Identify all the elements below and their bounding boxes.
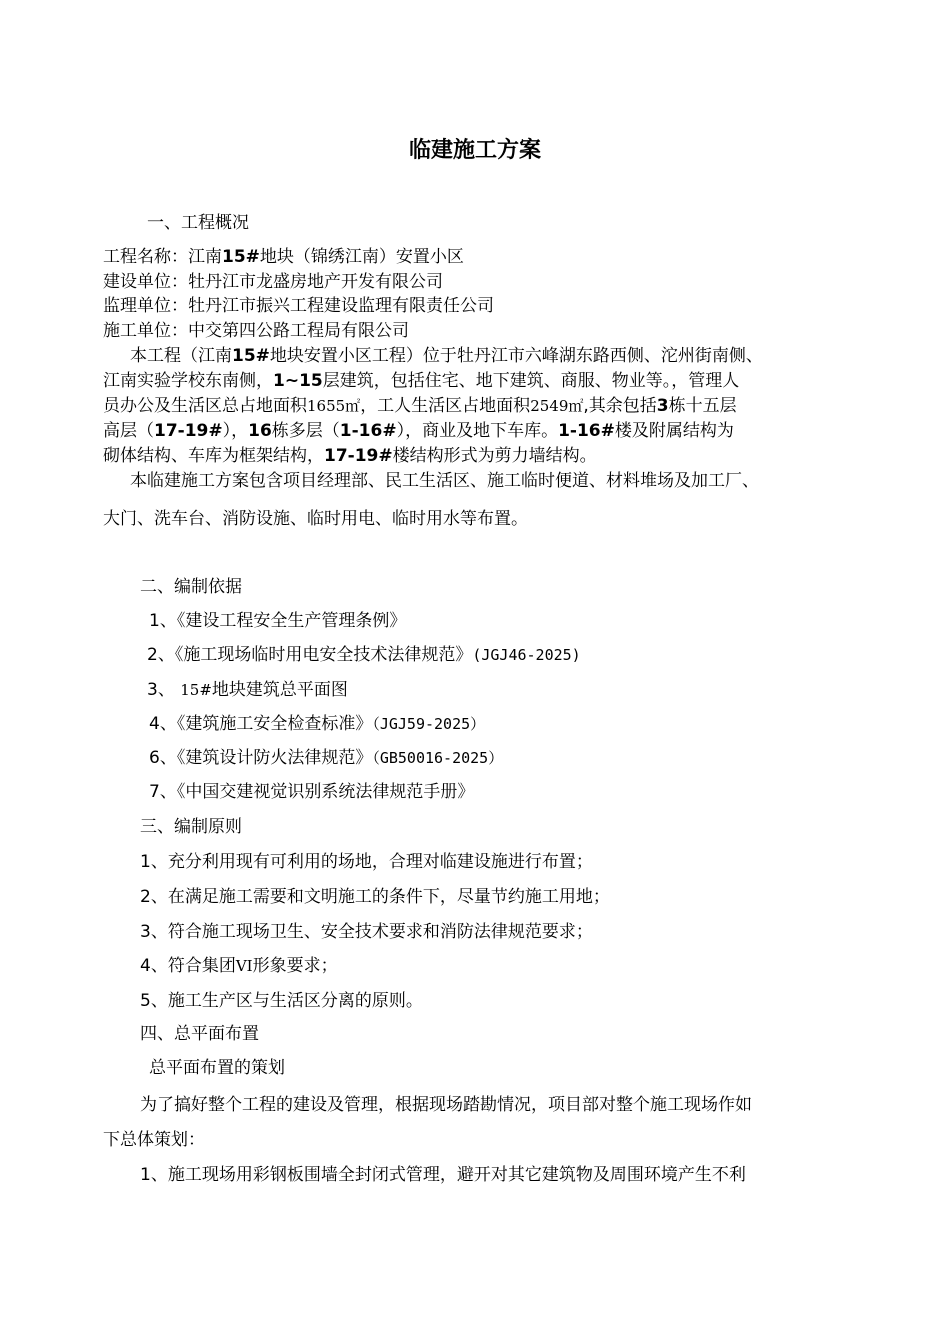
basis-item-1: 1、《建设工程安全生产管理条例》 [149,611,407,631]
layout-paragraph-line-2: 下总体策划： [103,1130,205,1150]
basis-item-7: 7、《中国交建视觉识别系统法律规范手册》 [149,782,475,802]
principle-item-3: 3、符合施工现场卫生、安全技术要求和消防法律规范要求； [140,922,593,942]
overview-paragraph-line-1: 本工程（江南15#地块安置小区工程）位于牡丹江市六峰湖东路西侧、沱州街南侧、 [130,346,763,366]
principle-item-4: 4、符合集团VI形象要求； [140,956,338,976]
basis-item-4: 4、《建筑施工安全检查标准》（JGJ59-2025） [149,714,486,734]
principle-item-5: 5、施工生产区与生活区分离的原则。 [140,991,423,1011]
basis-item-3: 3、 15#地块建筑总平面图 [147,680,348,700]
scope-paragraph-line-2: 大门、洗车台、消防设施、临时用电、临时用水等布置。 [103,509,528,529]
contractor-line: 施工单位：中交第四公路工程局有限公司 [103,321,409,341]
supervisor-line: 监理单位：牡丹江市振兴工程建设监理有限责任公司 [103,296,494,316]
scope-paragraph-line-1: 本临建施工方案包含项目经理部、民工生活区、施工临时便道、材料堆场及加工厂、 [130,471,759,491]
client-line: 建设单位：牡丹江市龙盛房地产开发有限公司 [103,272,443,292]
layout-item-1: 1、施工现场用彩钢板围墙全封闭式管理，避开对其它建筑物及周围环境产生不利 [140,1165,746,1185]
section-heading-layout: 四、总平面布置 [140,1024,259,1044]
basis-item-2: 2、《施工现场临时用电安全技术法律规范》(JGJ46-2025) [147,645,581,665]
section-heading-overview: 一、工程概况 [147,213,249,233]
project-name-line: 工程名称：江南15#地块（锦绣江南）安置小区 [103,247,464,267]
document-title: 临建施工方案 [408,138,541,163]
principle-item-1: 1、充分利用现有可利用的场地，合理对临建设施进行布置； [140,852,593,872]
section-heading-principles: 三、编制原则 [140,817,242,837]
overview-paragraph-line-3: 员办公及生活区总占地面积1655㎡，工人生活区占地面积2549㎡,其余包括3栋十五层 [103,396,737,416]
layout-paragraph-line-1: 为了搞好整个工程的建设及管理，根据现场踏勘情况，项目部对整个施工现场作如 [140,1095,752,1115]
overview-paragraph-line-2: 江南实验学校东南侧，1~15层建筑，包括住宅、地下建筑、商服、物业等。，管理人 [103,371,740,391]
section-heading-basis: 二、编制依据 [140,577,242,597]
overview-paragraph-line-4: 高层（17-19#），16栋多层（1-16#），商业及地下车库。1-16#楼及附属结构为 [103,421,734,441]
basis-item-6: 6、《建筑设计防火法律规范》（GB50016-2025） [149,748,504,768]
principle-item-2: 2、在满足施工需要和文明施工的条件下，尽量节约施工用地； [140,887,610,907]
overview-paragraph-line-5: 砌体结构、车库为框架结构，17-19#楼结构形式为剪力墙结构。 [103,446,597,466]
layout-subheading: 总平面布置的策划 [149,1058,285,1078]
